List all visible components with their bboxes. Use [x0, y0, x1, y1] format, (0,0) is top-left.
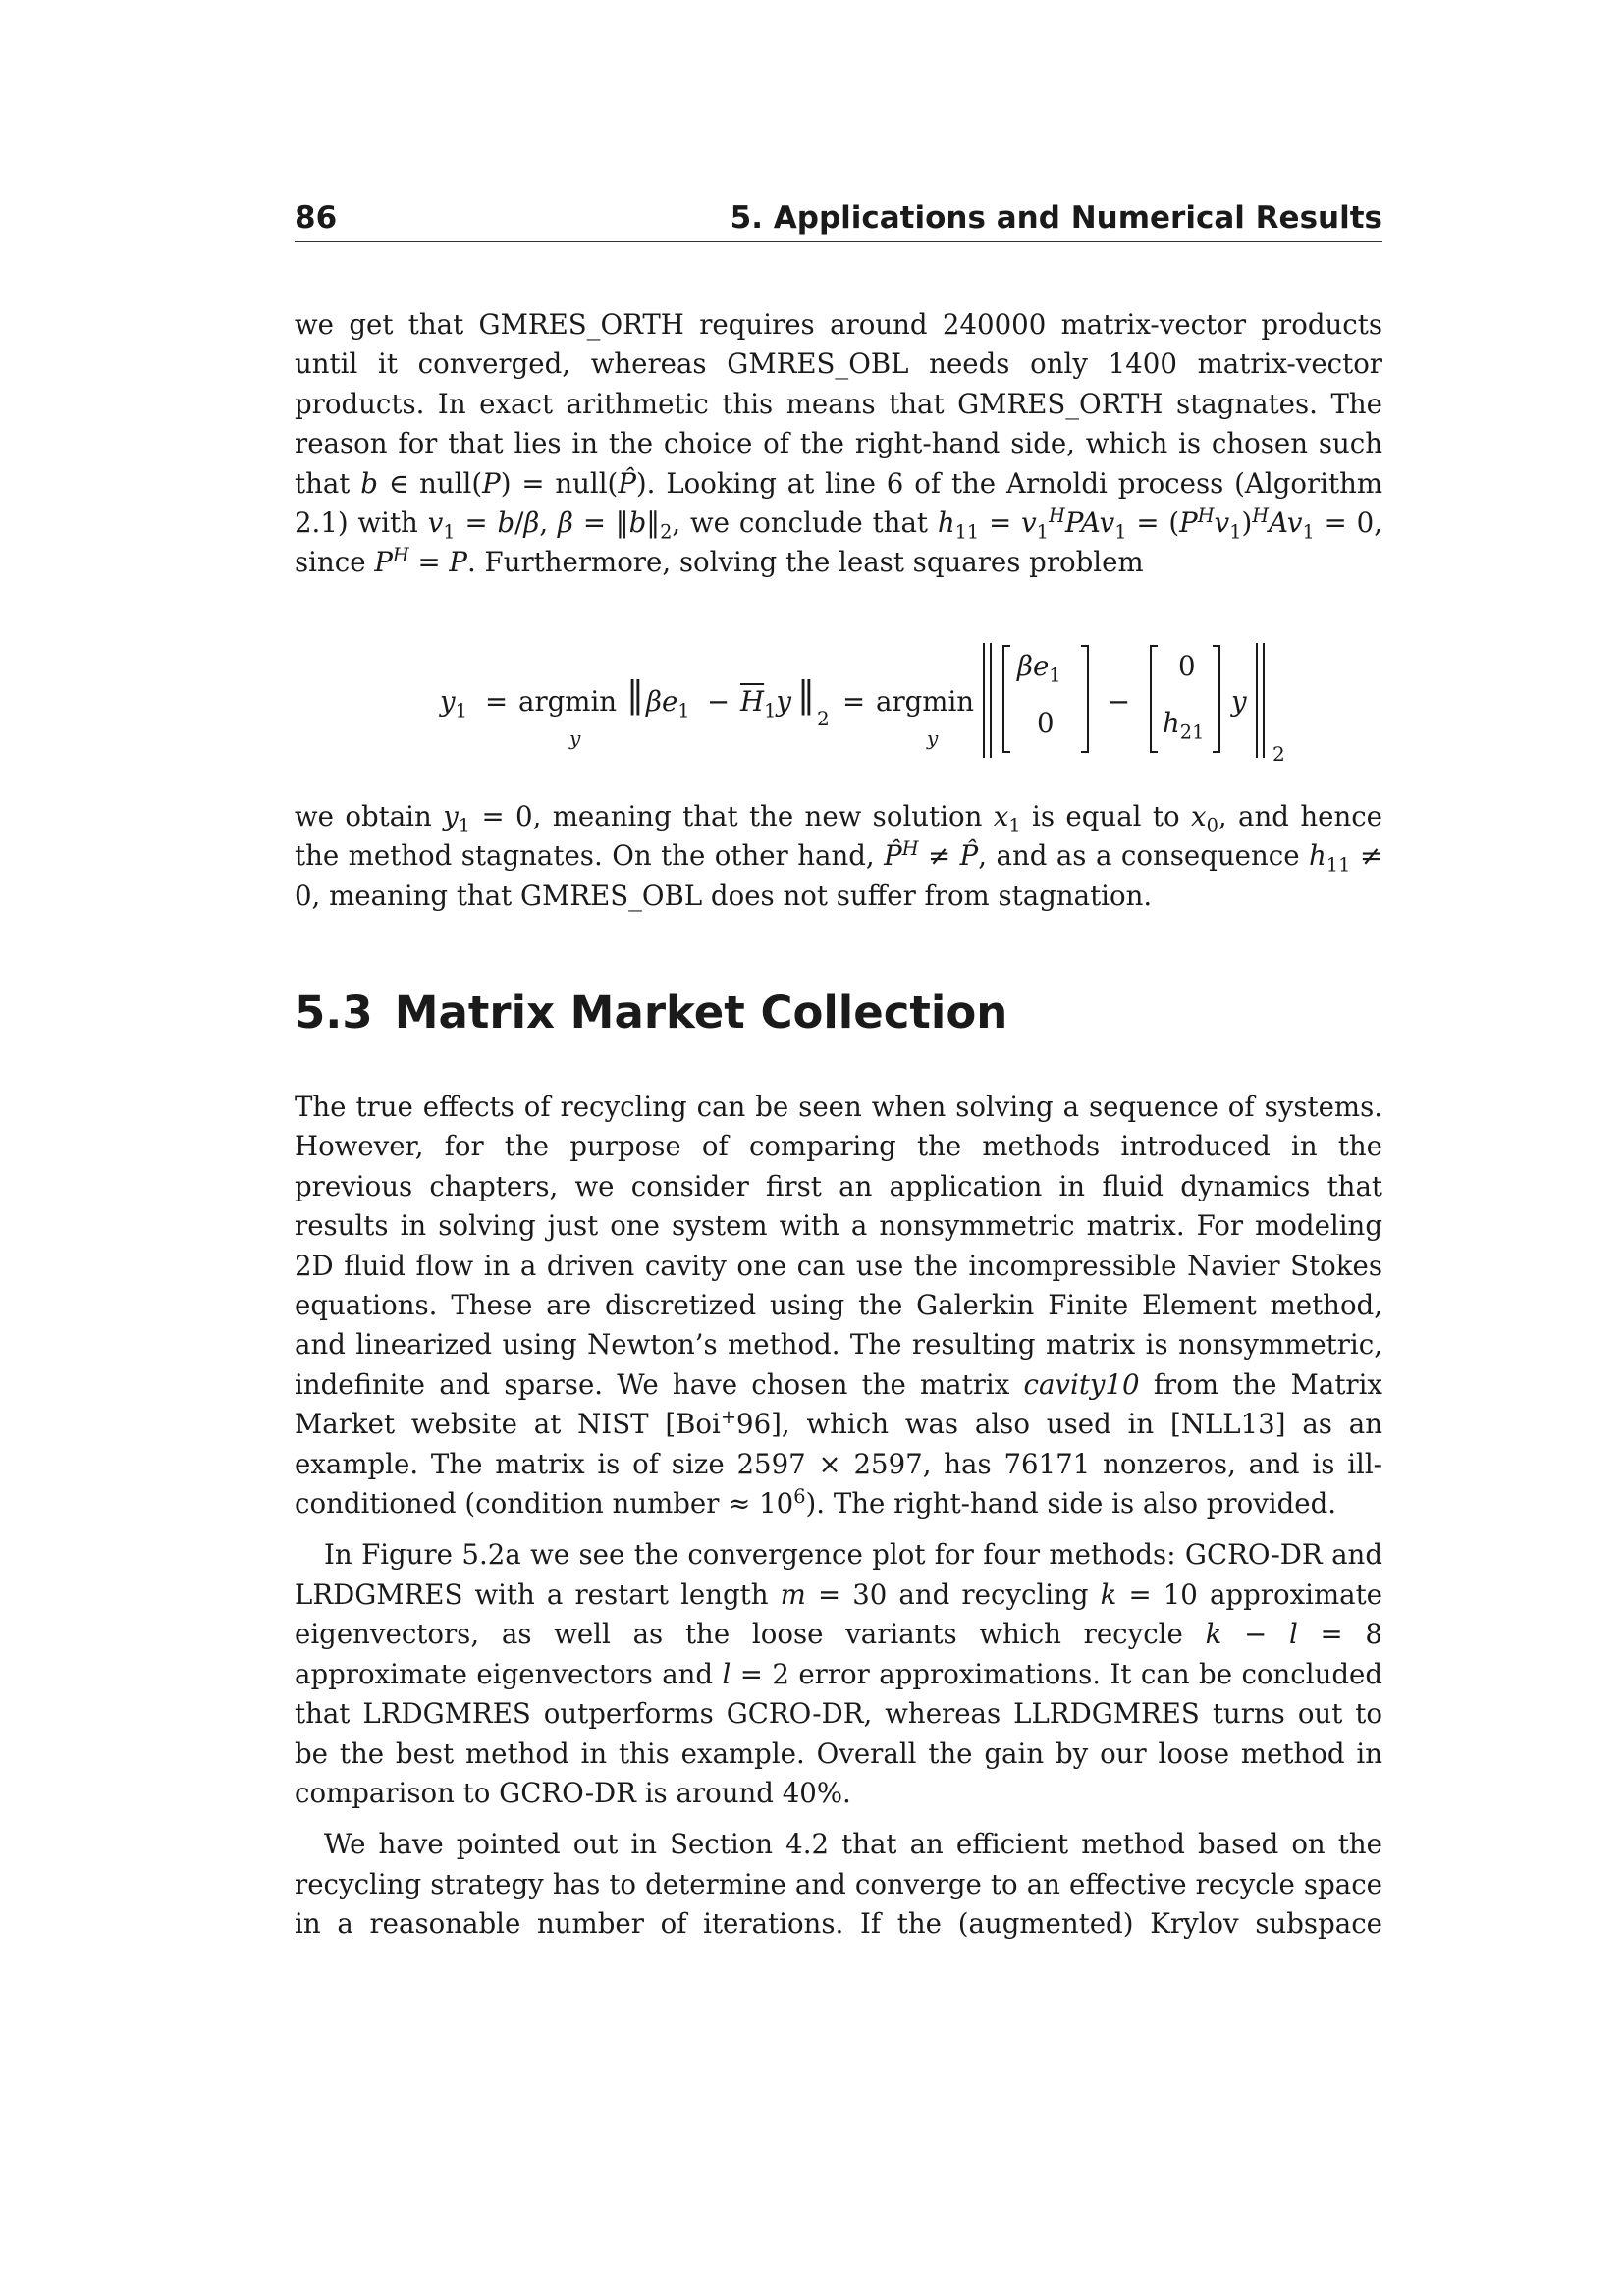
- eq-matrix-2-bottom: $h_{21}$: [1163, 707, 1205, 744]
- section-title: Matrix Market Collection: [394, 987, 1008, 1039]
- eq-minus-1: −: [707, 685, 731, 718]
- eq-beta-e1: $\beta e_1$: [646, 685, 690, 722]
- page-number: 86: [295, 200, 338, 236]
- running-head: [295, 198, 1382, 242]
- eq-big-norm-sub: 2: [1272, 742, 1285, 766]
- eq-argmin-1: argmin: [518, 685, 618, 718]
- eq-y-after: y: [1231, 685, 1247, 718]
- eq-equals-2: =: [842, 685, 866, 718]
- eq-big-norm-left: [980, 638, 1000, 766]
- paragraph-2: we obtain $y_1 = 0$, meaning that the new solution $x_1$ is equal to $x_0$, and hence the method stagnates. On the other hand, P̂$^H$ ≠ P̂, and as a consequence $h_{11} \ne 0$, meaning that GMRES_OBL does not suffer from stagnation.: [295, 800, 1382, 912]
- eq-matrix-1-bottom: 0: [1037, 707, 1055, 739]
- eq-lhs: $y_1$: [440, 685, 467, 722]
- eq-matrix-1-top: $\beta e_1$: [1017, 650, 1061, 687]
- eq-minus-2: −: [1108, 685, 1131, 718]
- eq-hbar: $\overline{H}_1y$: [740, 685, 791, 722]
- eq-norm-left: ‖: [626, 675, 644, 716]
- section-body: [295, 1088, 1382, 1945]
- eq-argmin-1-var: y: [569, 726, 581, 750]
- eq-norm-sub: 2: [817, 707, 830, 730]
- paragraph-4: In Figure 5.2a we see the convergence plot for four methods: GCRO-DR and LRDGMRES with a restart length m = 30 and recycling k = 10 approximate eigenvectors, as well as the loose variants which recycle k − l = 8 approximate eigenvectors and l = 2 error approximations. It can be concluded that LRDGMRES outperforms GCRO-DR, whereas LLRDGMRES turns out to be the best method in this example. Overall the gain by our loose method in comparison to GCRO-DR is around 40%.: [295, 1538, 1382, 1809]
- paragraph-1: we get that GMRES_ORTH requires around 240000 matrix-vector products until it converged, whereas GMRES_OBL needs only 1400 matrix-vector products. In exact arithmetic this means that GMRES_ORTH stagnates. The reason for that lies in the choice of the right-hand side, which is chosen such that b ∈ null(P) = null(P̂). Looking at line 6 of the Arnoldi process (Algorithm 2.1) with $v_1 = b/\beta$, $\beta = ‖b‖_2$, we conclude that $h_{11} = v_1^HPAv_1 = (P^Hv_1)^HAv_1 = 0$, since $P^H = P$. Furthermore, solving the least squares problem: [295, 308, 1383, 579]
- eq-equals-1: =: [485, 685, 509, 718]
- eq-big-norm-right: [1253, 638, 1272, 766]
- eq-argmin-2-var: y: [927, 726, 939, 750]
- paragraph-5: We have pointed out in Section 4.2 that an efficient method based on the recycling strategy has to determine and converge to an effective recycle space in a reasonable number of iterations. If the (augmented) Krylov subspace: [295, 1828, 1382, 1941]
- eq-matrix-2-top: 0: [1178, 650, 1196, 682]
- eq-norm-right: ‖: [797, 675, 815, 716]
- chapter-title: 5. Applications and Numerical Results: [730, 200, 1382, 236]
- section-heading: [295, 987, 1382, 1039]
- least-squares-equation: [295, 638, 1382, 766]
- section-number: 5.3: [295, 987, 373, 1039]
- paragraph-3: The true effects of recycling can be seen when solving a sequence of systems. However, for the purpose of comparing the methods introduced in the previous chapters, we consider first an application in fluid dynamics that results in solving just one system with a nonsymmetric matrix. For modeling 2D fluid flow in a driven cavity one can use the incompressible Navier Stokes equations. These are discretized using the Galerkin Finite Element method, and linearized using Newton’s method. The resulting matrix is nonsymmetric, indefinite and sparse. We have chosen the matrix cavity10 from the Matrix Market website at NIST [Boi+96], which was also used in [NLL13] as an example. The matrix is of size 2597 × 2597, has 76171 nonzeros, and is ill-conditioned (condition number ≈ $10^6$). The right-hand side is also provided.: [295, 1091, 1382, 1521]
- eq-argmin-2: argmin: [876, 685, 975, 718]
